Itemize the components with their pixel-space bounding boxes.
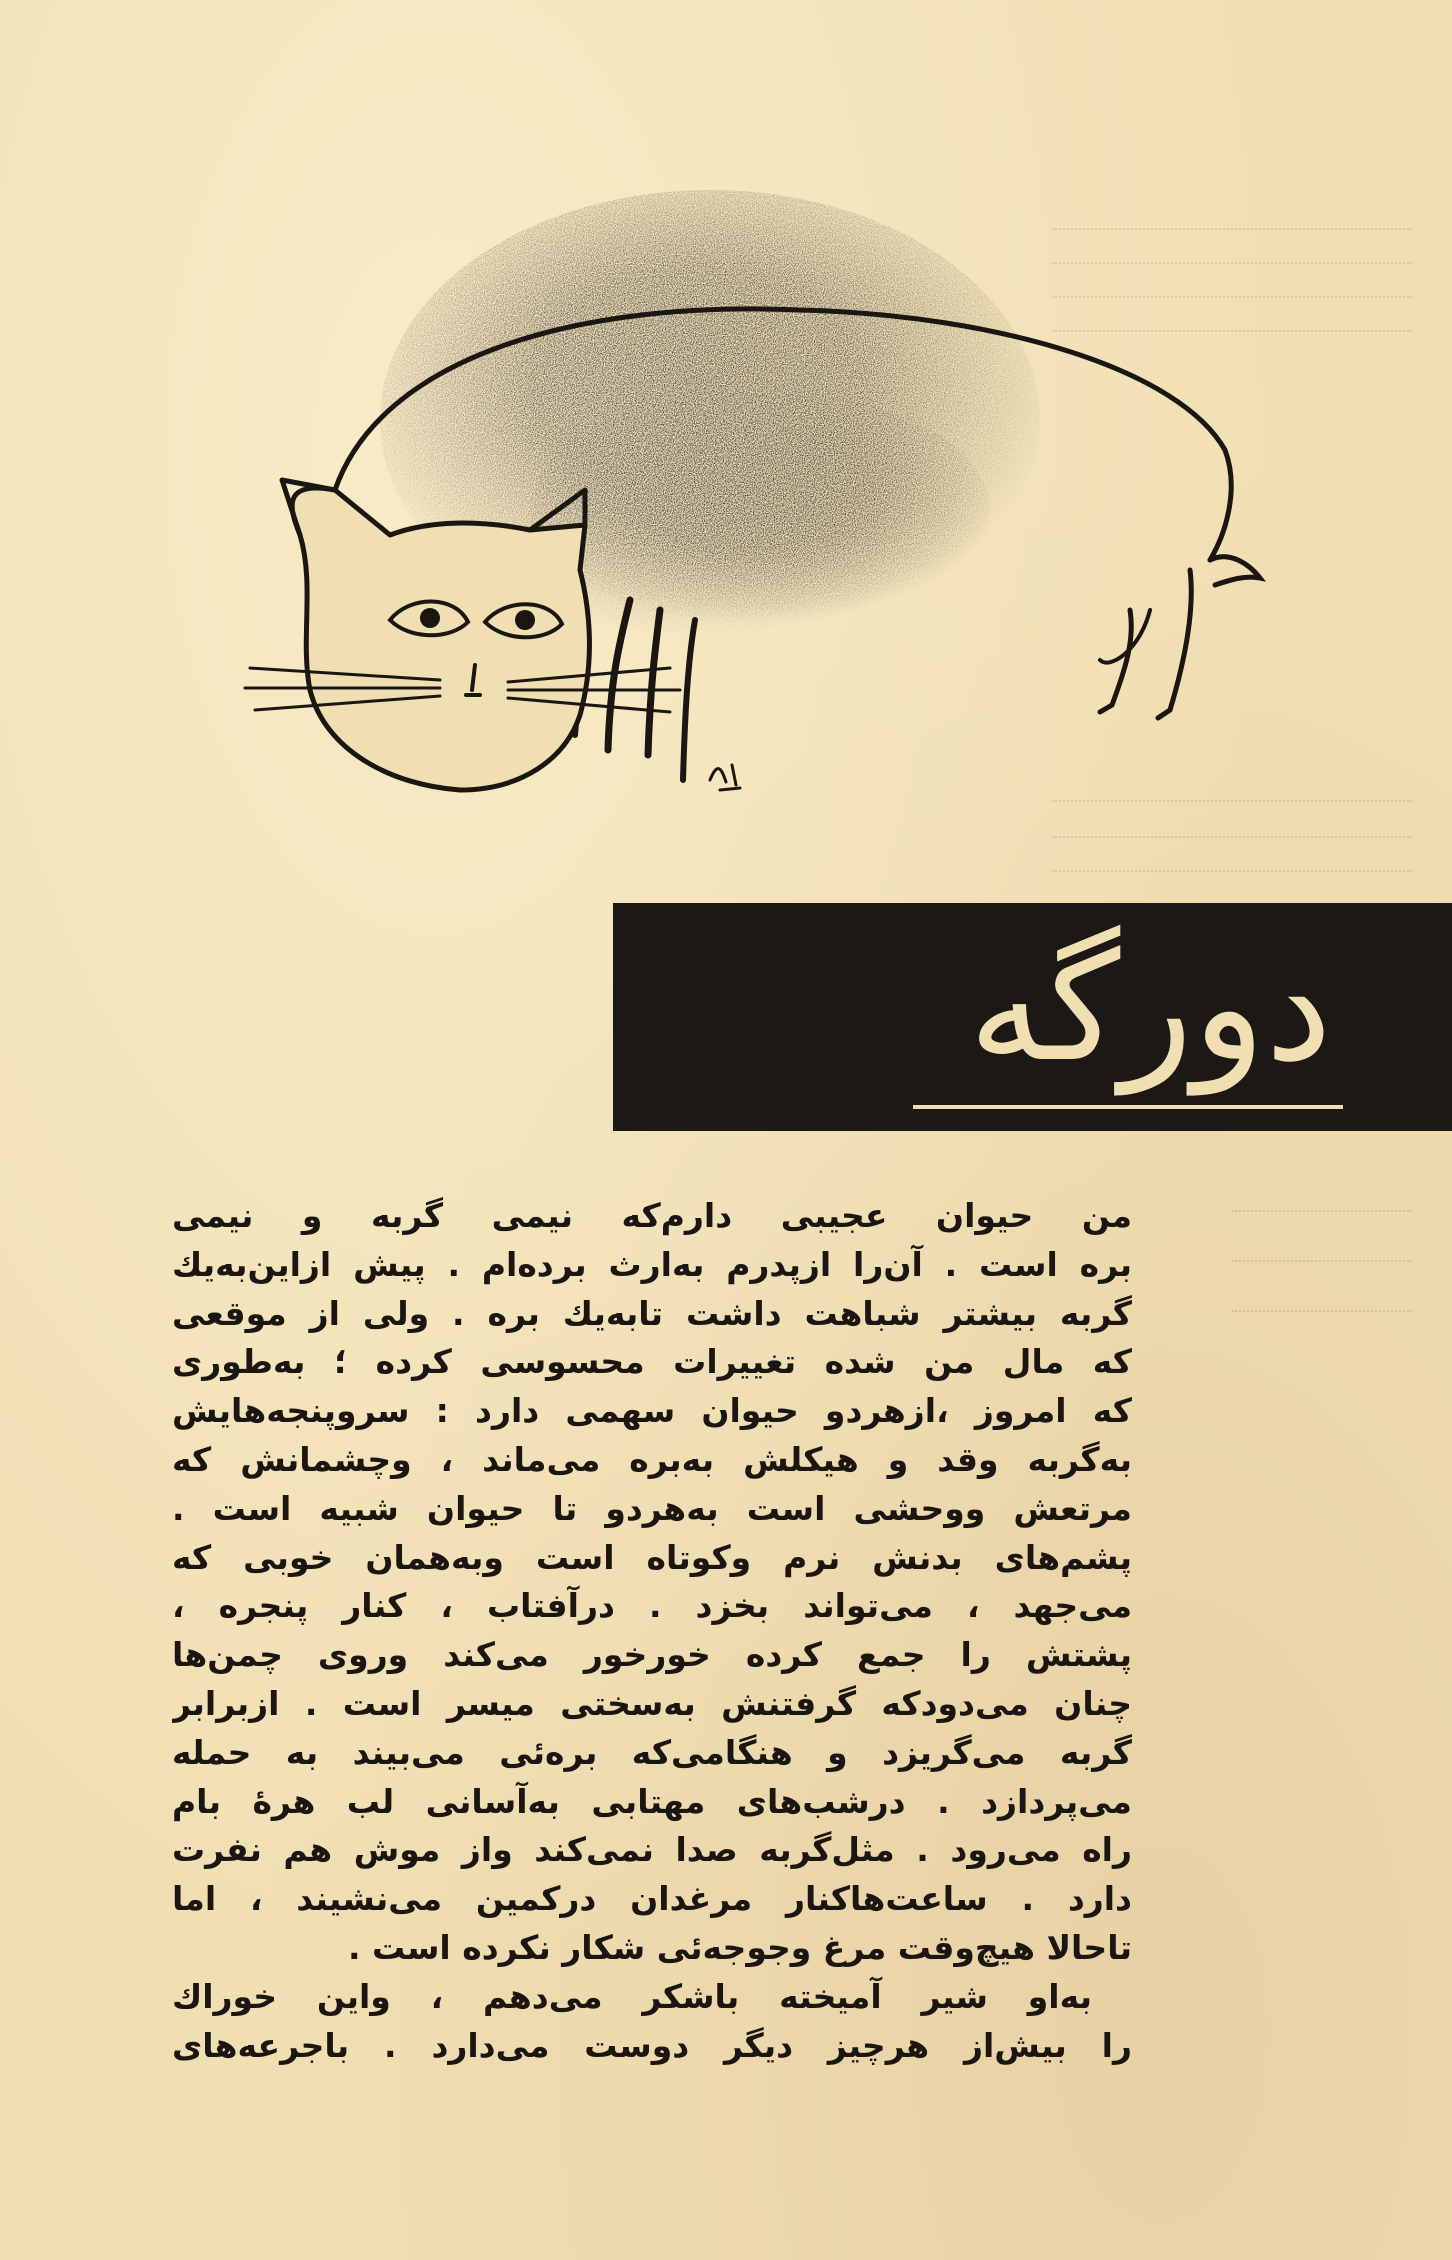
back-leg xyxy=(1158,570,1191,718)
title-underline xyxy=(913,1105,1343,1109)
show-through-text xyxy=(1232,1210,1412,1226)
artist-signature xyxy=(710,765,740,790)
body-line: دارد . ساعت‌ها‌کنار مرغدان در‌کمین می‌نشیند ، اما xyxy=(172,1879,1132,1919)
lamb-tail xyxy=(1210,557,1260,585)
title-banner xyxy=(613,903,1452,1131)
body-line: به‌او شیر آمیخته باشکر می‌دهم ، واین خوراك xyxy=(172,1976,1092,2016)
show-through-text xyxy=(1052,870,1412,886)
body-line: را بیش‌از هرچیز دیگر دوست می‌دارد . باجرعه‌های xyxy=(172,2025,1132,2065)
show-through-text xyxy=(1232,1260,1412,1276)
body-line: به‌گربه وقد و هیکلش به‌بره می‌ماند ، و‌چشمانش که xyxy=(172,1439,1132,1479)
back-leg xyxy=(1100,610,1150,663)
page-title: دورگه xyxy=(968,921,1332,1095)
cat-lamb-illustration xyxy=(240,190,1280,830)
show-through-text xyxy=(1232,1310,1412,1326)
cat-head-outline xyxy=(292,488,589,790)
body-line: گربه می‌گریزد و هنگامی‌که بره‌ئی می‌بیند به حمله xyxy=(172,1732,1132,1772)
body-line: من حیوان عجیبی دارم‌که نیمی گربه و نیمی xyxy=(172,1196,1132,1235)
body-line: راه می‌رود . مثل‌گربه صدا نمی‌کند واز موش هم نفرت xyxy=(172,1830,1132,1870)
body-line: پشم‌های بدنش نرم وکوتاه است وبه‌همان خوبی که xyxy=(172,1537,1132,1577)
body-line: می‌جهد ، می‌تواند بخزد . در‌آفتاب ، کنار پنجره ، xyxy=(172,1586,1132,1626)
body-line: گربه بیشتر شباهت داشت تا‌به‌یك بره . ولی از موقعی xyxy=(172,1293,1132,1333)
body-line: پشتش را جمع کرده خورخور می‌کند وروی چمن‌ها xyxy=(172,1635,1132,1675)
body-line: بره است . آن‌را از‌پدرم به‌ارث برده‌ام . پیش از‌این‌به‌یك xyxy=(172,1244,1132,1284)
article-body xyxy=(172,1192,1132,2070)
body-line: مرتعش ووحشی است به‌هردو تا حیوان شبیه است . xyxy=(172,1488,1132,1528)
body-line: تا‌حالا هیچ‌وقت مرغ وجوجه‌ئی شکار نکرده است . xyxy=(348,1927,1132,1967)
body-line: می‌پردازد . در‌شب‌های مهتابی به‌آسانی لب هرهٔ بام xyxy=(172,1781,1132,1821)
body-line: چنان می‌دود‌که گرفتنش به‌سختی میسر است . از‌برابر xyxy=(172,1683,1132,1723)
show-through-text xyxy=(1052,836,1412,852)
body-line: که امروز ،از‌هردو حیوان سهمی دارد : سرو‌پنجه‌هایش xyxy=(172,1391,1132,1431)
body-line: که مال من شده تغییرات محسوسی کرده ؛ به‌طوری xyxy=(172,1342,1132,1382)
